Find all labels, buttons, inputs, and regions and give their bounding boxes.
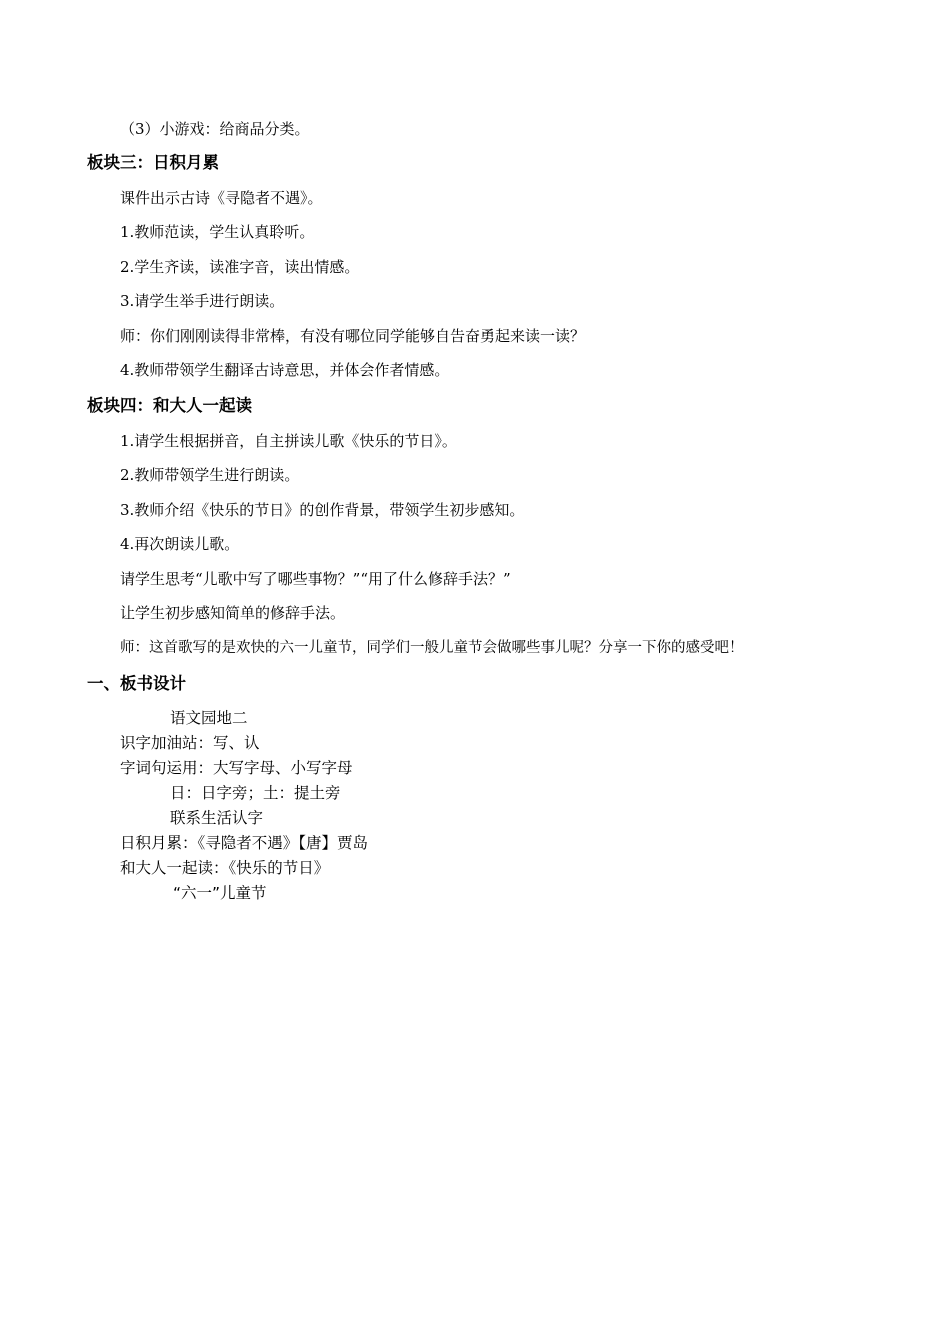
block4-line: 师：这首歌写的是欢快的六一儿童节，同学们一般儿童节会做哪些事儿呢？分享一下你的感受吧！ <box>120 640 744 656</box>
block4-line: 3.教师介绍《快乐的节日》的创作背景，带领学生初步感知。 <box>120 501 525 519</box>
block4-line: 请学生思考“儿歌中写了哪些事物？”“用了什么修辞手法？” <box>120 570 511 588</box>
block3-line: 3.请学生举手进行朗读。 <box>120 292 285 310</box>
board-line: 字词句运用：大写字母、小写字母 <box>120 759 353 777</box>
block3-line: 1.教师范读，学生认真聆听。 <box>120 223 315 241</box>
board-design-heading: 一、板书设计 <box>87 674 186 693</box>
block3-line: 2.学生齐读，读准字音，读出情感。 <box>120 258 360 276</box>
board-line: 联系生活认字 <box>170 809 264 827</box>
block3-line: 师：你们刚刚读得非常棒，有没有哪位同学能够自告奋勇起来读一读？ <box>120 327 586 345</box>
board-line: 语文园地二 <box>170 709 248 727</box>
block4-line: 4.再次朗读儿歌。 <box>120 535 240 553</box>
block3-heading: 板块三：日积月累 <box>87 153 219 172</box>
block3-line: 课件出示古诗《寻隐者不遇》。 <box>120 189 323 207</box>
game-item-3: （3）小游戏：给商品分类。 <box>120 120 310 138</box>
block4-line: 让学生初步感知简单的修辞手法。 <box>120 604 346 622</box>
block4-line: 1.请学生根据拼音，自主拼读儿歌《快乐的节日》。 <box>120 432 457 450</box>
block3-line: 4.教师带领学生翻译古诗意思，并体会作者情感。 <box>120 361 450 379</box>
board-line: 日积月累：《寻隐者不遇》【唐】贾岛 <box>120 834 369 852</box>
board-line: “六一”儿童节 <box>173 884 267 902</box>
block4-line: 2.教师带领学生进行朗读。 <box>120 466 300 484</box>
block4-heading: 板块四：和大人一起读 <box>87 396 252 415</box>
board-line: 和大人一起读：《快乐的节日》 <box>120 859 330 877</box>
board-line: 识字加油站：写、认 <box>120 734 260 752</box>
board-line: 日：日字旁；土：提土旁 <box>170 784 341 802</box>
